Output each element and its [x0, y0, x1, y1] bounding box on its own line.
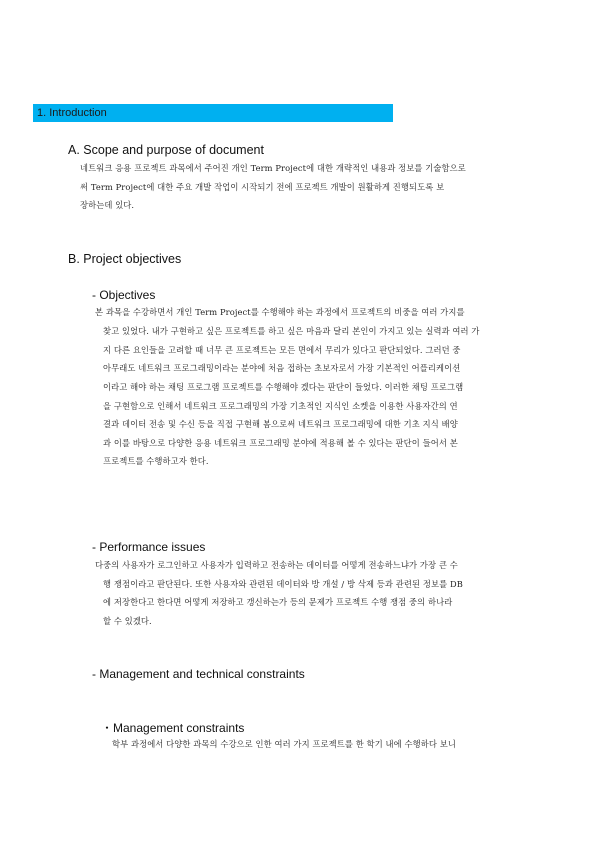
objectives-line: 찾고 있었다. 내가 구현하고 싶은 프로젝트를 하고 싶은 마음과 달리 본인이 가지고 있는 실력과 여러 가	[103, 326, 480, 336]
performance-line: 할 수 있겠다.	[103, 616, 152, 626]
section-title: 1. Introduction	[37, 107, 107, 119]
objectives-line: 본 과목을 수강하면서 개인 Term Project를 수행해야 하는 과정에서 프로젝트의 비중을 여러 가지를	[95, 307, 465, 317]
objectives-line: 과 이를 바탕으로 다양한 응용 네트워크 프로그래밍 분야에 적용해 볼 수 있다는 판단이 들어서 본	[103, 438, 458, 448]
scope-line: 써 Term Project에 대한 주요 개발 작업이 시작되기 전에 프로젝트 개발이 원활하게 진행되도록 보	[80, 182, 445, 192]
performance-line: 에 저장한다고 한다면 어떻게 저장하고 갱신하는가 등의 문제가 프로젝트 수행 쟁점 중의 하나라	[103, 597, 453, 607]
performance-subheading: - Performance issues	[92, 540, 206, 554]
objectives-line: 프로젝트를 수행하고자 한다.	[103, 456, 209, 466]
scope-line: 네트워크 응용 프로젝트 과목에서 주어진 개인 Term Project에 대한 개략적인 내용과 정보를 기술함으로	[80, 163, 466, 173]
objectives-line: 을 구현함으로 인해서 네트워크 프로그래밍의 가장 기초적인 지식인 소켓을 이용한 사용자간의 연	[103, 401, 458, 411]
constraints-subheading: - Management and technical constraints	[92, 667, 305, 681]
objectives-line: 결과 데이터 전송 및 수신 등을 직접 구현해 봄으로써 네트워크 프로그래밍에 대한 기초 지식 배양	[103, 419, 458, 429]
objectives-line: 이라고 해야 하는 채팅 프로그램 프로젝트를 수행해야 겠다는 판단이 들었다. 이러한 채팅 프로그램	[103, 382, 464, 392]
performance-line: 다중의 사용자가 로그인하고 사용자가 입력하고 전송하는 데이터를 어떻게 전송하느냐가 가장 큰 수	[95, 560, 458, 570]
constraints-line: 학부 과정에서 다양한 과목의 수강으로 인한 여러 가지 프로젝트를 한 학기 내에 수행하다 보니	[112, 739, 456, 749]
section-title-bar	[33, 104, 393, 122]
objectives-subheading: - Objectives	[92, 288, 156, 302]
scope-line: 장하는데 있다.	[80, 200, 135, 210]
performance-line: 행 쟁점이라고 판단된다. 또한 사용자와 관련된 데이터와 방 개설 / 방 삭제 등과 관련된 정보를 DB	[103, 579, 463, 589]
objectives-line: 아무래도 네트워크 프로그래밍이라는 분야에 처음 접하는 초보자로서 가장 기본적인 어플리케이션	[103, 363, 461, 373]
management-constraints-heading: ・Management constraints	[101, 721, 245, 735]
objectives-heading: B. Project objectives	[68, 252, 182, 266]
objectives-line: 지 다른 요인들을 고려할 때 너무 큰 프로젝트는 모든 면에서 무리가 있다고 판단되었다. 그러던 중	[103, 345, 461, 355]
scope-heading: A. Scope and purpose of document	[68, 143, 264, 157]
